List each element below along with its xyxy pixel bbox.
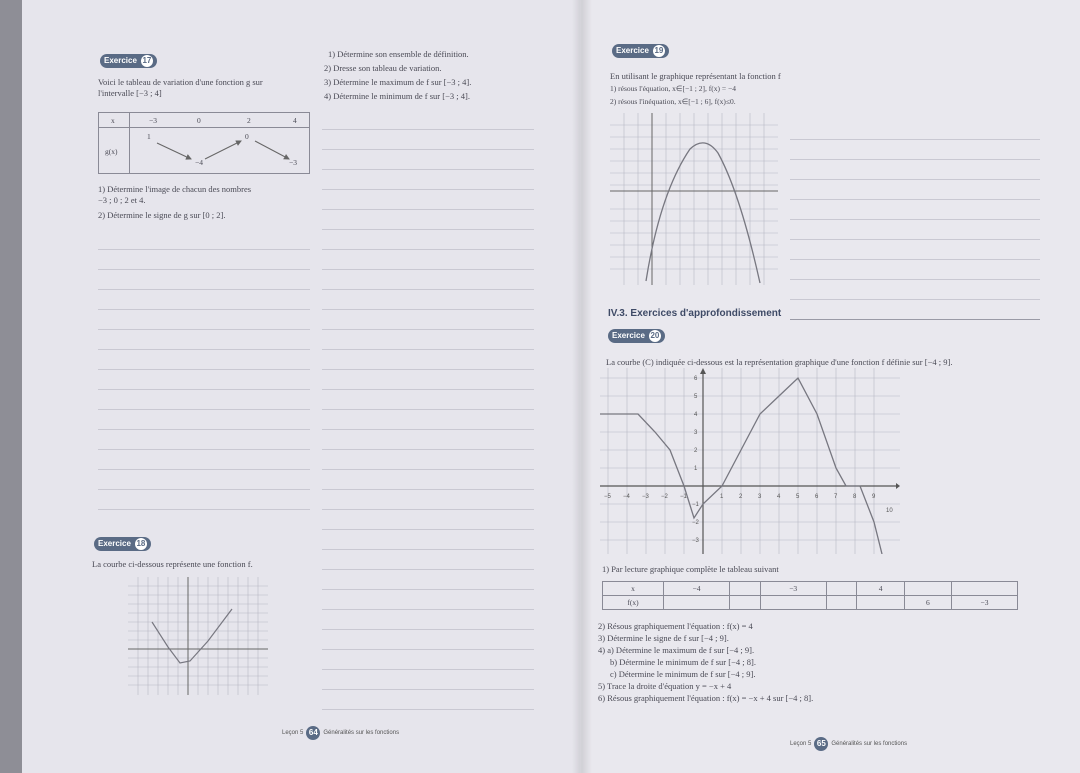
x-tick-label: 2 bbox=[739, 494, 743, 500]
y-tick-label: 4 bbox=[694, 412, 698, 418]
ex20-question-2: 2) Résous graphiquement l'équation : f(x) = 4 bbox=[598, 621, 753, 631]
section-rule bbox=[790, 319, 1040, 320]
footer-title: Généralités sur les fonctions bbox=[831, 741, 908, 747]
exercise-number: 17 bbox=[142, 56, 152, 65]
variation-arrows bbox=[99, 113, 309, 173]
x-tick-label: −3 bbox=[642, 494, 649, 500]
table-cell bbox=[729, 582, 760, 596]
x-tick-label: 4 bbox=[777, 494, 781, 500]
y-tick-labels bbox=[692, 376, 700, 544]
exercise-label: Exercice bbox=[612, 331, 645, 340]
ex20-question-6: 6) Résous graphiquement l'équation : f(x) = −x + 4 sur [−4 ; 8]. bbox=[598, 693, 814, 703]
curve-f bbox=[646, 143, 760, 283]
table-x-value: 4 bbox=[293, 116, 297, 125]
footer-left bbox=[282, 726, 399, 740]
answer-lines-left bbox=[98, 230, 310, 520]
x-tick-label: 6 bbox=[815, 494, 819, 500]
table-cell bbox=[664, 596, 730, 610]
book-gutter bbox=[572, 0, 592, 773]
ex20-question-4b: b) Détermine le minimum de f sur [−4 ; 8]. bbox=[610, 657, 756, 667]
footer-title: Généralités sur les fonctions bbox=[323, 730, 400, 736]
y-tick-label: −2 bbox=[692, 520, 699, 526]
ex17-question-1-values: −3 ; 0 ; 2 et 4. bbox=[98, 195, 146, 205]
table-cell bbox=[826, 596, 857, 610]
table-g-value: 1 bbox=[147, 132, 151, 141]
table-cell: x bbox=[603, 582, 664, 596]
y-tick-label: −1 bbox=[692, 502, 699, 508]
exercise-label: Exercice bbox=[98, 539, 131, 548]
footer-lecon: Leçon 5 bbox=[282, 730, 304, 736]
table-cell bbox=[826, 582, 857, 596]
exercise-17-badge bbox=[100, 54, 157, 68]
ex20-question-4c: c) Détermine le minimum de f sur [−4 ; 9]. bbox=[610, 669, 756, 679]
page-number: 65 bbox=[814, 737, 828, 751]
y-axis-arrow bbox=[700, 368, 706, 374]
table-cell: −3 bbox=[760, 582, 826, 596]
exercise-19-badge bbox=[612, 44, 669, 58]
x-tick-label: 8 bbox=[853, 494, 857, 500]
table-g-label: g(x) bbox=[105, 147, 118, 156]
y-tick-label: 6 bbox=[694, 376, 698, 382]
footer-lecon: Leçon 5 bbox=[790, 741, 812, 747]
col2-question-3: 3) Détermine le maximum de f sur [−3 ; 4]. bbox=[324, 77, 472, 87]
x-tick-label: 7 bbox=[834, 494, 838, 500]
ex20-question-4a: 4) a) Détermine le maximum de f sur [−4 ; 9]. bbox=[598, 645, 755, 655]
ex20-question-3: 3) Détermine le signe de f sur [−4 ; 9]. bbox=[598, 633, 729, 643]
ex18-graph bbox=[128, 577, 268, 695]
table-cell: 4 bbox=[857, 582, 904, 596]
curve-f bbox=[152, 609, 232, 663]
exercise-20-badge bbox=[608, 329, 665, 343]
exercise-number: 18 bbox=[136, 539, 146, 548]
ex17-question-1: 1) Détermine l'image de chacun des nombres bbox=[98, 184, 252, 194]
table-cell: 6 bbox=[904, 596, 951, 610]
table-x-value: 0 bbox=[197, 116, 201, 125]
col2-question-4: 4) Détermine le minimum de f sur [−3 ; 4]. bbox=[324, 91, 470, 101]
exercise-number: 20 bbox=[650, 331, 660, 340]
value-table bbox=[602, 581, 1018, 610]
table-x-label: x bbox=[111, 116, 115, 125]
ex19-intro: En utilisant le graphique représentant la fonction f bbox=[610, 71, 781, 81]
exercise-label: Exercice bbox=[616, 46, 649, 55]
y-tick-label: 1 bbox=[694, 466, 698, 472]
table-x-value: −3 bbox=[149, 116, 157, 125]
table-g-value: 0 bbox=[245, 132, 249, 141]
table-cell bbox=[760, 596, 826, 610]
table-cell bbox=[857, 596, 904, 610]
x-tick-label: −1 bbox=[680, 494, 687, 500]
answer-lines-middle bbox=[322, 110, 534, 710]
x-tick-label: 1 bbox=[720, 494, 724, 500]
ex20-graph bbox=[600, 368, 900, 554]
table-cell: −4 bbox=[664, 582, 730, 596]
exercise-label: Exercice bbox=[104, 56, 137, 65]
col2-question-1: 1) Détermine son ensemble de définition. bbox=[328, 49, 469, 59]
exercise-18-badge bbox=[94, 537, 151, 551]
y-tick-label: 5 bbox=[694, 394, 698, 400]
x-tick-label: 10 bbox=[886, 508, 893, 514]
ex19-question-1: 1) résous l'équation, x∈[−1 ; 2], f(x) = −4 bbox=[610, 84, 736, 93]
table-cell: f(x) bbox=[603, 596, 664, 610]
ex18-intro: La courbe ci-dessous représente une fonction f. bbox=[92, 559, 253, 569]
exercise-number: 19 bbox=[654, 46, 664, 55]
ex17-question-2: 2) Détermine le signe de g sur [0 ; 2]. bbox=[98, 210, 226, 220]
table-g-value: −4 bbox=[195, 158, 203, 167]
x-tick-label: −5 bbox=[604, 494, 611, 500]
x-tick-label: 3 bbox=[758, 494, 762, 500]
ex20-intro: La courbe (C) indiquée ci-dessous est la représentation graphique d'une fonction f définie sur [−4 ; 9]. bbox=[606, 357, 953, 367]
answer-lines-right bbox=[790, 120, 1040, 300]
table-g-value: −3 bbox=[289, 158, 297, 167]
ex20-question-1: 1) Par lecture graphique complète le tableau suivant bbox=[602, 564, 779, 574]
col2-question-2: 2) Dresse son tableau de variation. bbox=[324, 63, 442, 73]
ex19-graph bbox=[610, 113, 778, 285]
ex19-question-2: 2) résous l'inéquation, x∈[−1 ; 6], f(x)≤0. bbox=[610, 97, 736, 106]
table-cell bbox=[904, 582, 951, 596]
x-tick-label: 9 bbox=[872, 494, 876, 500]
x-tick-label: 5 bbox=[796, 494, 800, 500]
section-heading: IV.3. Exercices d'approfondissement bbox=[608, 308, 782, 319]
ex17-intro-line1: Voici le tableau de variation d'une fonction g sur bbox=[98, 77, 263, 87]
ex20-question-5: 5) Trace la droite d'équation y = −x + 4 bbox=[598, 681, 732, 691]
table-cell bbox=[952, 582, 1018, 596]
table-cell: −3 bbox=[952, 596, 1018, 610]
variation-table bbox=[98, 112, 310, 174]
x-tick-label: −2 bbox=[661, 494, 668, 500]
footer-right bbox=[790, 737, 907, 751]
table-x-value: 2 bbox=[247, 116, 251, 125]
table-cell bbox=[729, 596, 760, 610]
ex17-intro-line2: l'intervalle [−3 ; 4] bbox=[98, 88, 162, 98]
x-tick-label: −4 bbox=[623, 494, 630, 500]
page-number: 64 bbox=[306, 726, 320, 740]
y-tick-label: 3 bbox=[694, 430, 698, 436]
y-tick-label: 2 bbox=[694, 448, 698, 454]
y-tick-label: −3 bbox=[692, 538, 699, 544]
x-axis-arrow bbox=[896, 483, 900, 489]
